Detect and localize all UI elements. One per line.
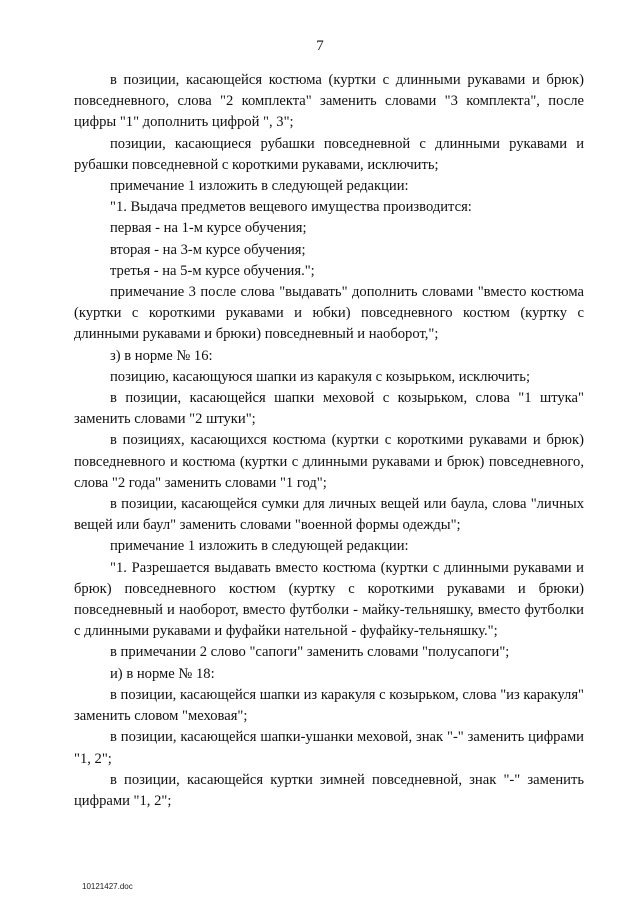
paragraph: и) в норме № 18:	[110, 665, 215, 682]
paragraph: первая - на 1-м курсе обучения;	[110, 220, 307, 237]
paragraph: в позиции, касающейся костюма (куртки с длинными рукавами и брюк) повседневного, слова "2 комплекта" заменить словами "3 комплекта", после цифры "1" дополнить цифрой ", 3";	[74, 72, 584, 131]
paragraph: в позиции, касающейся куртки зимней повседневной, знак "-" заменить цифрами "1, 2";	[74, 771, 584, 809]
paragraph: в позиции, касающейся шапки-ушанки меховой, знак "-" заменить цифрами "1, 2";	[74, 729, 584, 767]
paragraph: примечание 1 изложить в следующей редакции:	[110, 178, 409, 195]
paragraph: примечание 3 после слова "выдавать" дополнить словами "вместо костюма (куртки с короткими рукавами и юбки) повседневного костюм (куртку с длинными рукавами и брюки) повседневный и наоборот,";	[74, 284, 584, 343]
paragraph: "1. Выдача предметов вещевого имущества производится:	[110, 199, 472, 216]
page-number: 7	[316, 38, 324, 54]
paragraph: "1. Разрешается выдавать вместо костюма (куртки с длинными рукавами и брюк) повседневного костюм (куртку с короткими рукавами и брюки) повседневный и наоборот, вместо футболки - майку-тельняшку, вместо футболки с длинными рукавами и фуфайки нательной - фуфайку-тельняшку.";	[74, 559, 584, 640]
paragraph: третья - на 5-м курсе обучения.";	[110, 262, 315, 279]
paragraph: в позиции, касающейся шапки из каракуля с козырьком, слова "из каракуля" заменить словом "меховая";	[74, 686, 584, 725]
paragraph: в позиции, касающейся сумки для личных вещей или баула, слова "личных вещей или баул" заменить словами "военной формы одежды";	[74, 496, 584, 534]
paragraph: в позиции, касающейся шапки меховой с козырьком, слова "1 штука" заменить словами "2 штуки";	[74, 390, 584, 428]
paragraph: з) в норме № 16:	[110, 347, 213, 364]
document-footer-filename: 10121427.doc	[82, 882, 133, 891]
paragraph: позицию, касающуюся шапки из каракуля с козырьком, исключить;	[110, 368, 531, 385]
paragraph: примечание 1 изложить в следующей редакции:	[110, 538, 409, 555]
paragraph: позиции, касающиеся рубашки повседневной с длинными рукавами и рубашки повседневной с короткими рукавами, исключить;	[74, 135, 584, 173]
paragraph: в примечании 2 слово "сапоги" заменить словами "полусапоги";	[110, 644, 510, 661]
document-body	[74, 70, 584, 812]
paragraph: вторая - на 3-м курсе обучения;	[110, 241, 306, 258]
paragraph: в позициях, касающихся костюма (куртки с короткими рукавами и брюк) повседневного и костюма (куртки с длинными рукавами и брюк) повседневного, слова "2 года" заменить словами "1 год";	[74, 432, 584, 491]
